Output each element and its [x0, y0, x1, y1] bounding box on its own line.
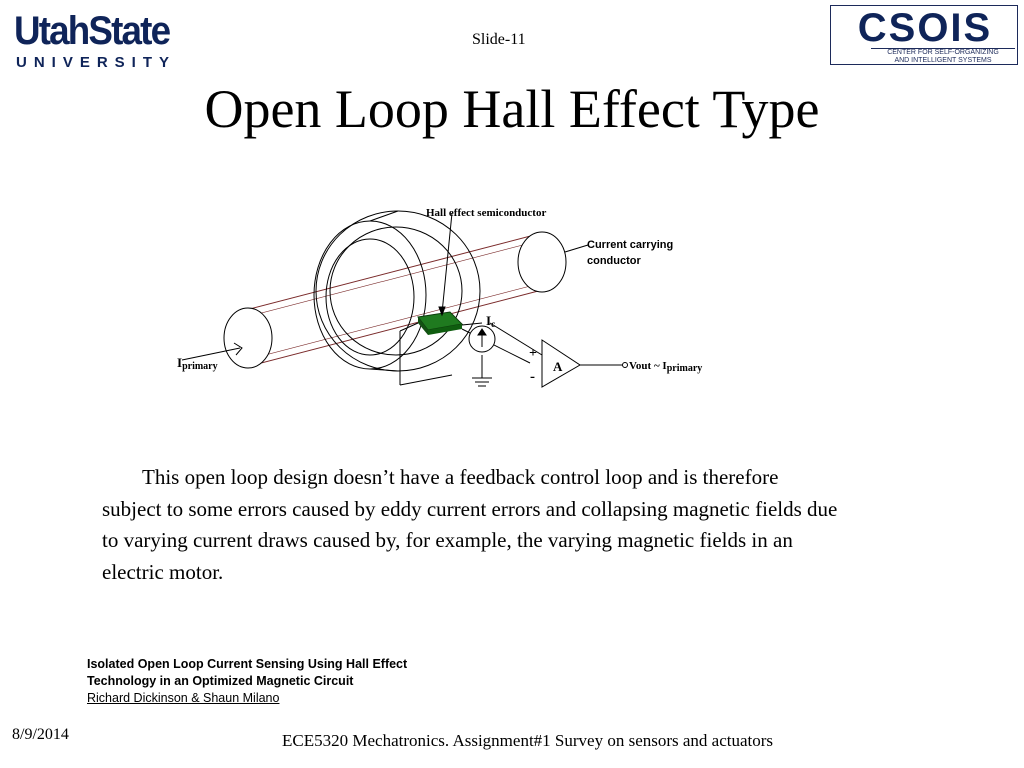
csois-logo-name: CSOIS	[857, 6, 993, 50]
hall-label-arrow-line	[442, 213, 452, 313]
ic-label: Ic	[486, 313, 496, 329]
conductor-front-end	[224, 308, 272, 368]
amplifier-minus-label: -	[530, 369, 535, 385]
conductor-back-end	[518, 232, 566, 292]
conductor-top-inner	[246, 240, 542, 317]
reference-citation	[87, 656, 507, 707]
current-source	[469, 326, 495, 352]
hall-effect-diagram	[160, 195, 740, 415]
amplifier-label: A	[553, 359, 563, 374]
csois-subtitle-line2: AND INTELLIGENT SYSTEMS	[894, 57, 992, 64]
body-paragraph: This open loop design doesn’t have a feedback control loop and is therefore subject to some errors caused by eddy current errors and collapsing magnetic fields due to varying current draws caused by, for example, the varying magnetic fields in an electric motor.	[102, 465, 838, 584]
utah-state-logo-name: UtahState	[14, 9, 170, 53]
slide-number: Slide-11	[472, 31, 526, 48]
reference-title-line1: Isolated Open Loop Current Sensing Using Hall Effect	[87, 657, 408, 671]
conductor-label-arrow-line	[565, 245, 588, 252]
utah-state-logo	[14, 10, 200, 72]
utah-state-logo-subtitle: UNIVERSITY	[16, 54, 177, 71]
csois-logo-subtitle	[871, 48, 1015, 65]
footer-date: 8/9/2014	[12, 726, 69, 743]
csois-logo	[830, 5, 1018, 65]
footer-course: ECE5320 Mechatronics. Assignment#1 Survey on sensors and actuators	[282, 731, 774, 750]
slide-title: Open Loop Hall Effect Type	[204, 79, 820, 139]
amplifier-plus-label: +	[529, 346, 537, 361]
conductor-label-line1: Current carrying	[587, 239, 674, 251]
reference-authors-link[interactable]: Richard Dickinson & Shaun Milano	[87, 691, 280, 705]
slide-body-text	[102, 462, 842, 588]
csois-subtitle-line1: CENTER FOR SELF-ORGANIZING	[887, 49, 999, 56]
vout-label: Vout ~ Iprimary	[629, 360, 703, 374]
conductor-label-line2: conductor	[587, 255, 641, 267]
hall-semiconductor-label: Hall effect semiconductor	[426, 207, 547, 219]
magnetic-core	[314, 211, 480, 371]
conductor-top-edge	[246, 233, 542, 310]
hall-sensor-chip	[418, 312, 462, 335]
i-primary-label: Iprimary	[177, 355, 218, 372]
current-carrying-conductor	[224, 232, 566, 368]
conductor-bottom-inner	[246, 283, 542, 360]
reference-title-line2: Technology in an Optimized Magnetic Circuit	[87, 674, 354, 688]
